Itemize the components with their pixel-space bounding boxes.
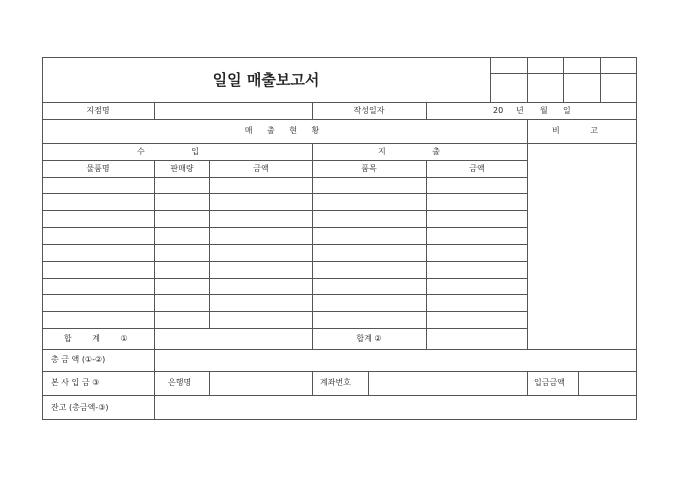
date-month-unit: 월	[540, 106, 548, 115]
balance-label: 잔고 (총금액-③)	[51, 403, 109, 412]
total-1-label: 합 계 ①	[64, 334, 128, 343]
remarks-heading: 비 고	[552, 126, 612, 135]
grand-total-label: 총 금 액 (①-②)	[51, 355, 106, 364]
branch-label: 지점명	[86, 106, 110, 115]
date-year-unit: 년	[516, 106, 524, 115]
account-number-label: 계좌번호	[320, 378, 351, 387]
income-heading: 수 입	[137, 147, 221, 156]
sales-status-heading: 매 출 현 황	[244, 126, 326, 135]
hq-deposit-label: 본 사 입 금 ③	[51, 378, 100, 387]
col-amount: 금액	[253, 164, 269, 173]
col-sales-qty: 판매량	[170, 164, 194, 173]
col-item: 품목	[361, 164, 377, 173]
deposit-amount-label: 입금금액	[534, 378, 565, 387]
date-day-unit: 일	[563, 106, 571, 115]
col-product-name: 물품명	[86, 164, 110, 173]
expense-heading: 지 출	[378, 147, 462, 156]
date-label: 작성일자	[353, 106, 385, 115]
page-title: 일일 매출보고서	[212, 71, 320, 89]
date-year-prefix: 20	[493, 106, 504, 115]
bank-name-label: 은행명	[168, 378, 192, 387]
col-expense-amount: 금액	[469, 164, 485, 173]
total-2-label: 합계 ②	[356, 334, 382, 343]
